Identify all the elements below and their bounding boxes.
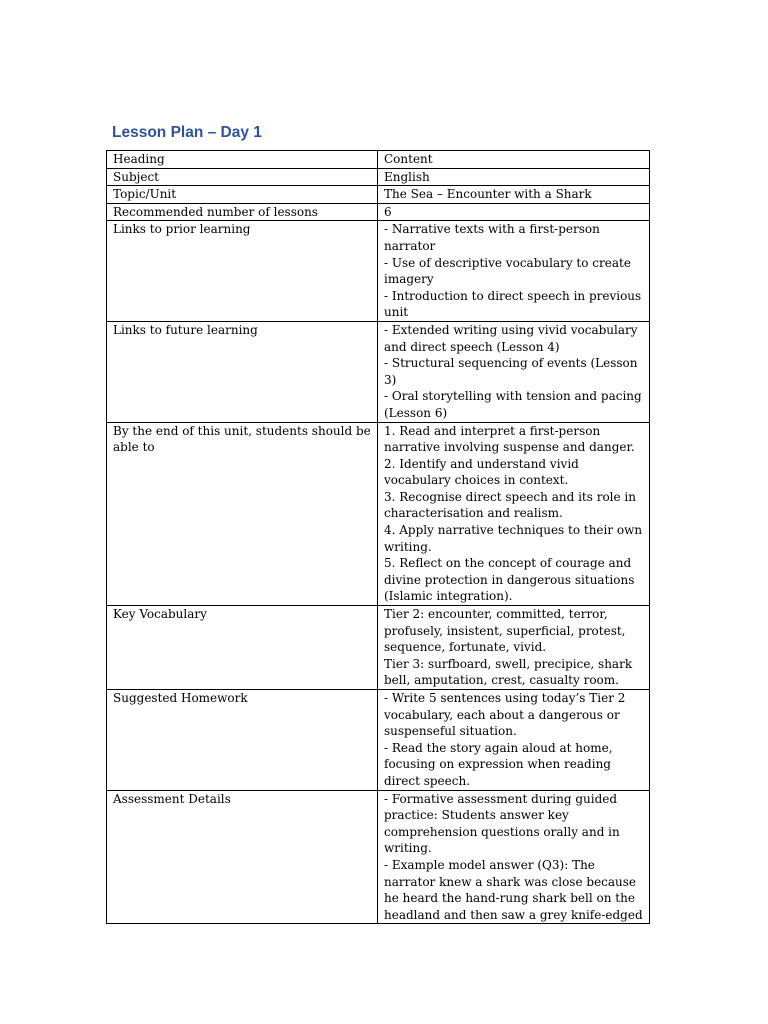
row-label: Links to prior learning bbox=[107, 221, 378, 322]
table-header-row bbox=[107, 151, 650, 169]
list-item: - Oral storytelling with tension and pacing (Lesson 6) bbox=[384, 389, 642, 420]
row-label: Assessment Details bbox=[107, 790, 378, 924]
list-item: - Use of descriptive vocabulary to create imagery bbox=[384, 255, 631, 287]
page-title: Lesson Plan – Day 1 bbox=[112, 124, 262, 141]
row-value bbox=[378, 790, 650, 924]
list-item: - Introduction to direct speech in previous unit bbox=[384, 288, 642, 320]
list-item: - Example model answer (Q3): The narrator knew a shark was close because he heard the hand-rung shark bell on the headland and then saw a grey knife-edged bbox=[384, 857, 643, 922]
list-item: - Write 5 sentences using today’s Tier 2 vocabulary, each about a dangerous or suspenseful situation. bbox=[384, 691, 626, 739]
row-label: By the end of this unit, students should be able to bbox=[107, 422, 378, 606]
row-label: Key Vocabulary bbox=[107, 606, 378, 690]
list-item: 3. Recognise direct speech and its role in characterisation and realism. bbox=[384, 489, 636, 521]
table-row-homework bbox=[107, 690, 650, 791]
row-value bbox=[378, 690, 650, 791]
table-row-future-learning bbox=[107, 321, 650, 422]
row-value: 6 bbox=[378, 203, 650, 221]
lesson-plan-table bbox=[106, 150, 650, 924]
list-item: - Formative assessment during guided practice: Students answer key comprehension questions orally and in writing. bbox=[384, 791, 620, 856]
list-item: 4. Apply narrative techniques to their own writing. bbox=[384, 523, 643, 554]
list-item: - Structural sequencing of events (Lesson 3) bbox=[384, 356, 638, 387]
table-row-objectives bbox=[107, 422, 650, 606]
row-label: Recommended number of lessons bbox=[107, 203, 378, 221]
row-label: Subject bbox=[107, 168, 378, 186]
row-value bbox=[378, 221, 650, 322]
row-label: Topic/Unit bbox=[107, 186, 378, 204]
row-value bbox=[378, 321, 650, 422]
list-item: - Extended writing using vivid vocabulary and direct speech (Lesson 4) bbox=[384, 322, 638, 354]
table-row-assessment bbox=[107, 790, 650, 924]
header-cell-heading: Heading bbox=[107, 151, 378, 169]
row-value bbox=[378, 606, 650, 690]
row-value: The Sea – Encounter with a Shark bbox=[378, 186, 650, 204]
list-item: 5. Reflect on the concept of courage and divine protection in dangerous situations (Islamic integration). bbox=[384, 556, 635, 604]
header-cell-content: Content bbox=[378, 151, 650, 169]
list-item: Tier 2: encounter, committed, terror, profusely, insistent, superficial, protest, sequence, fortunate, vivid. bbox=[384, 607, 626, 655]
table-row-topic bbox=[107, 186, 650, 204]
list-item: 1. Read and interpret a first-person narrative involving suspense and danger. bbox=[384, 423, 635, 455]
row-value: English bbox=[378, 168, 650, 186]
table-row-lessons bbox=[107, 203, 650, 221]
table-row-key-vocabulary bbox=[107, 606, 650, 690]
list-item: Tier 3: surfboard, swell, precipice, shark bell, amputation, crest, casualty room. bbox=[384, 656, 633, 688]
table-row-subject bbox=[107, 168, 650, 186]
table-row-prior-learning bbox=[107, 221, 650, 322]
list-item: 2. Identify and understand vivid vocabulary choices in context. bbox=[384, 456, 579, 488]
list-item: - Narrative texts with a first-person narrator bbox=[384, 222, 600, 253]
row-label: Links to future learning bbox=[107, 321, 378, 422]
row-label: Suggested Homework bbox=[107, 690, 378, 791]
row-value bbox=[378, 422, 650, 606]
list-item: - Read the story again aloud at home, focusing on expression when reading direct speech. bbox=[384, 740, 613, 788]
